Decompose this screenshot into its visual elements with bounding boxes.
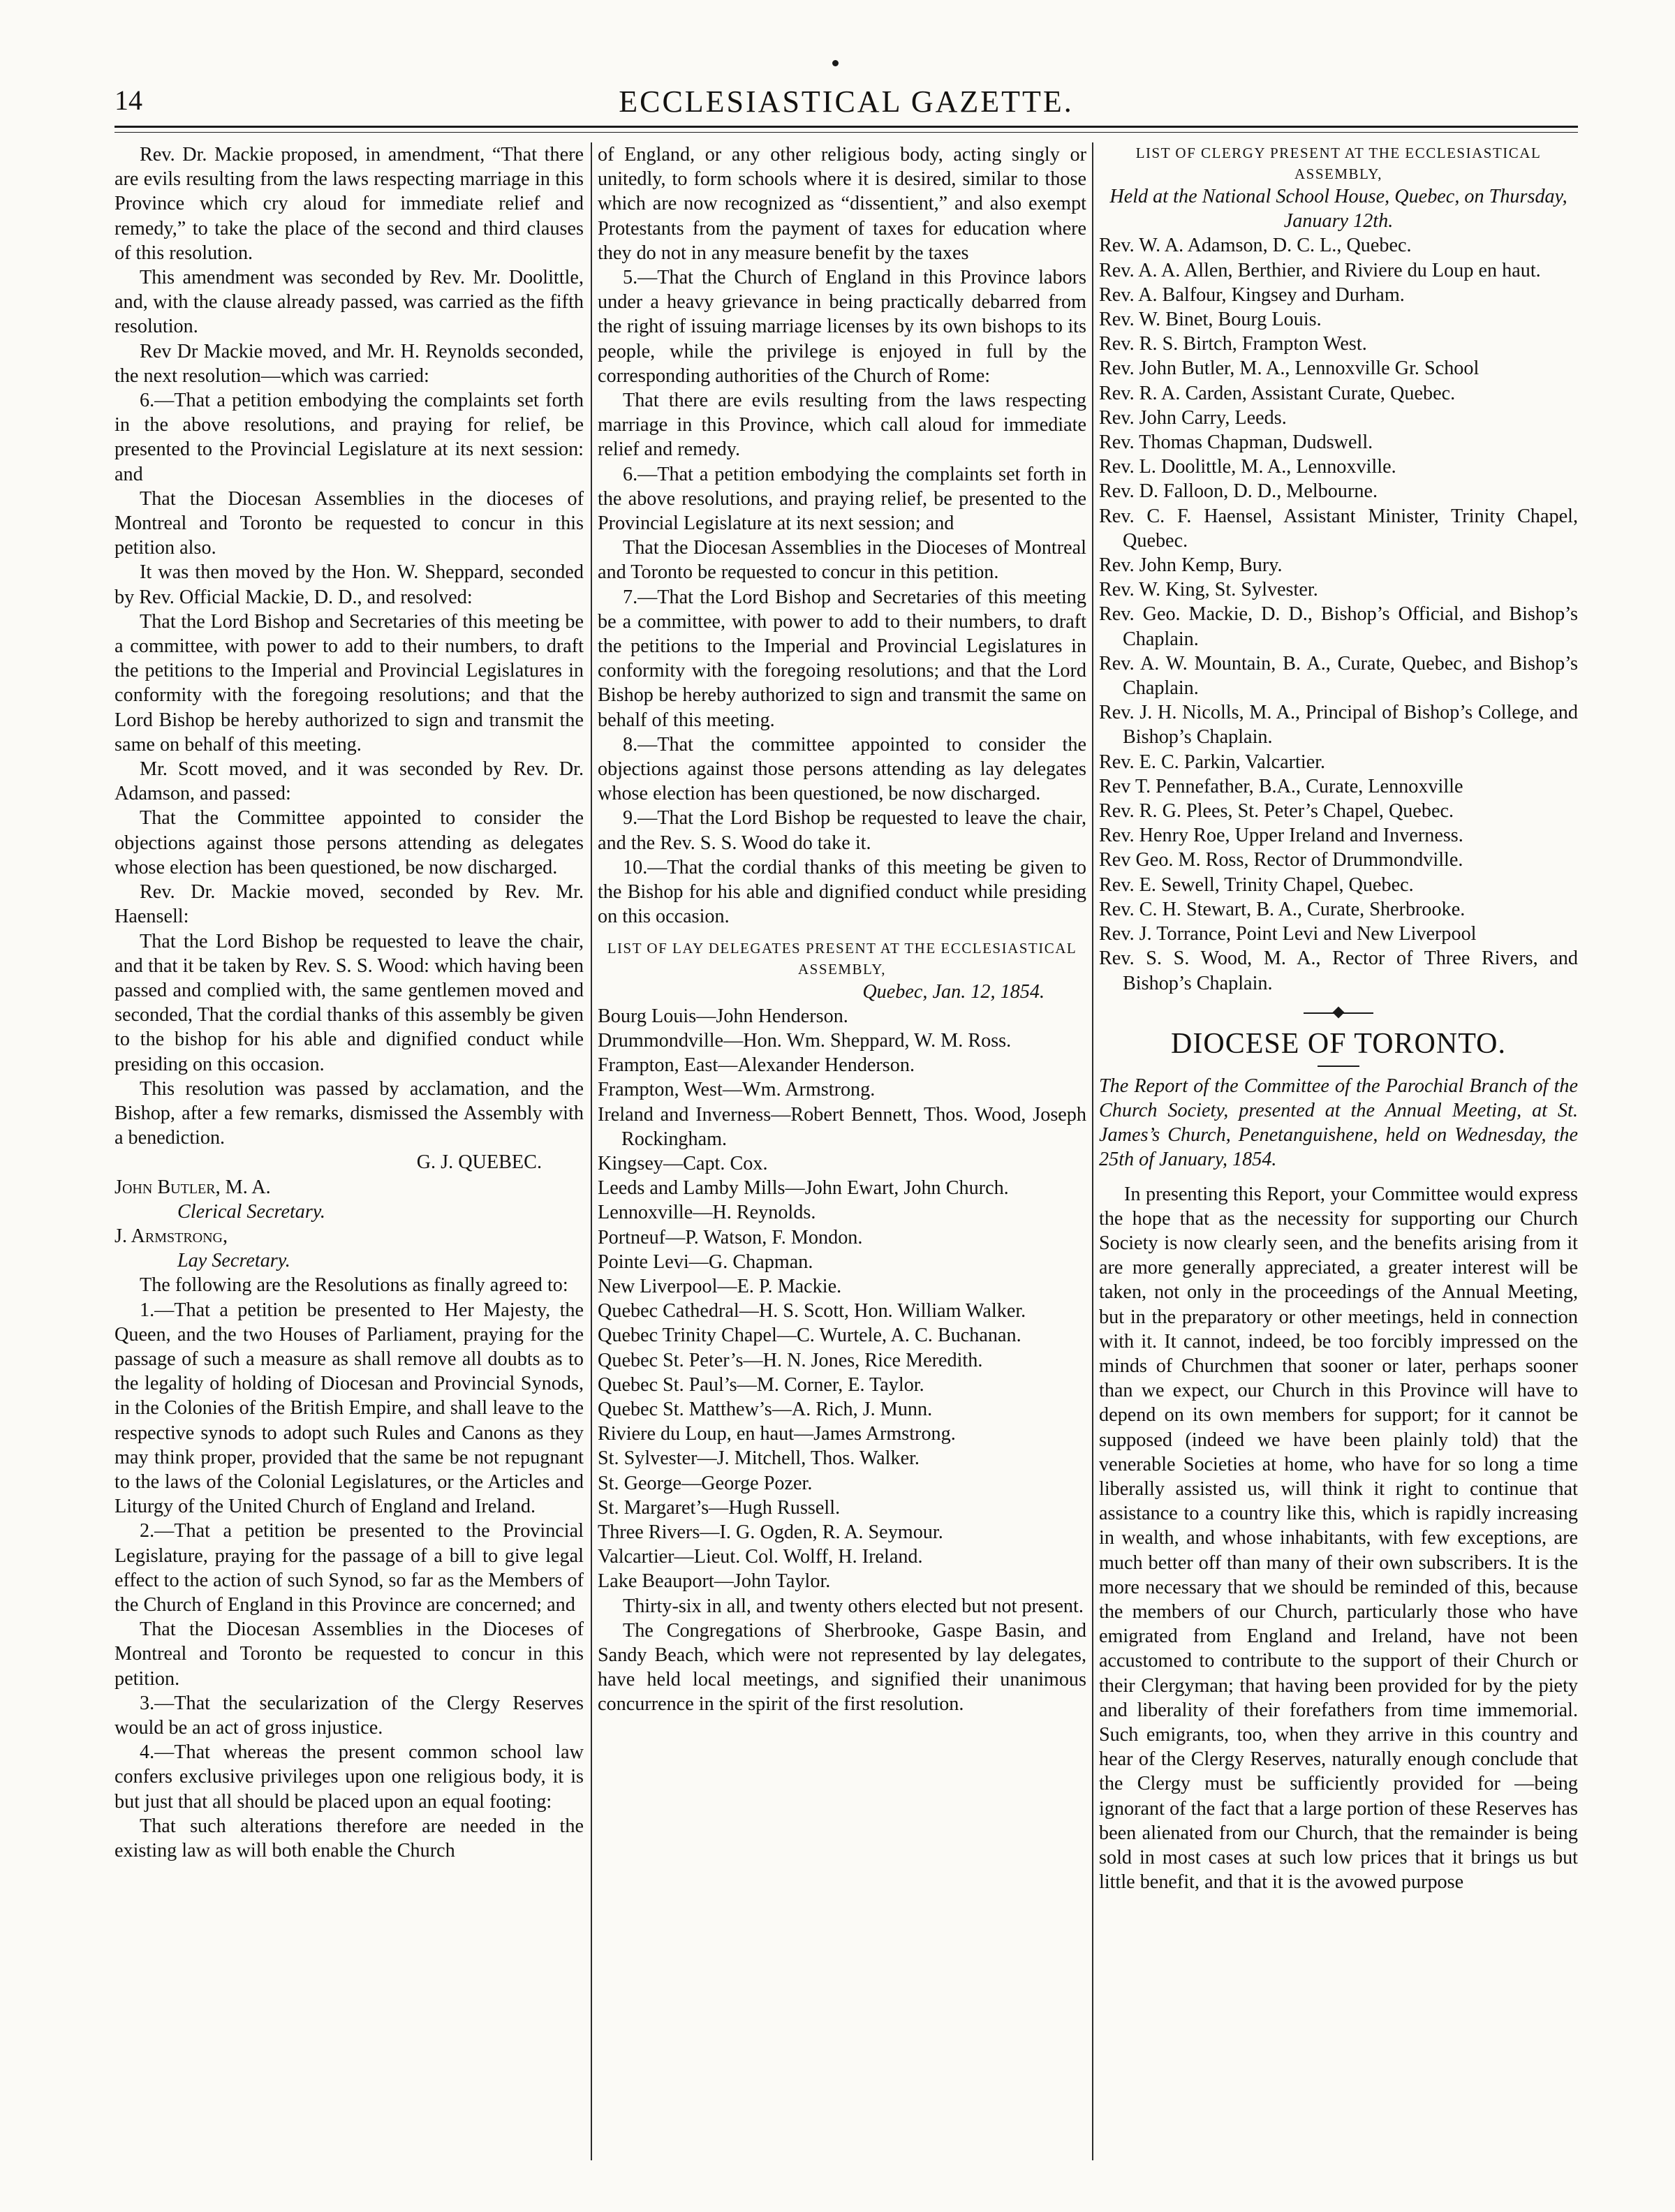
clerical-secretary-name: John Butler, M. A. xyxy=(115,1176,271,1198)
clergy-list xyxy=(1099,233,1578,995)
paragraph: That the Diocesan Assemblies in the dioceses of Montreal and Toronto be requested to concur in this petition also. xyxy=(115,487,584,559)
column-divider-1 xyxy=(591,142,592,2160)
column-2 xyxy=(598,142,1086,1717)
resolution-5: 5.—That the Church of England in this Province labors under a heavy grievance in being practically debarred from the right of issuing marriage licenses by its own bishops to its people, while the privilege is enjoyed in full by the corresponding authorities of the Church of Rome: xyxy=(598,267,1086,387)
list-item: Rev. W. Binet, Bourg Louis. xyxy=(1099,309,1322,331)
lay-delegates-list xyxy=(598,1004,1086,1594)
list-item: Lennoxville—H. Reynolds. xyxy=(598,1202,816,1224)
list-item: Quebec Cathedral—H. S. Scott, Hon. William Walker. xyxy=(598,1300,1026,1322)
masthead-title: ECCLESIASTICAL GAZETTE. xyxy=(619,84,1074,119)
list-item: Rev. Geo. Mackie, D. D., Bishop’s Official, and Bishop’s Chaplain. xyxy=(1099,603,1578,650)
list-item: Quebec Trinity Chapel—C. Wurtele, A. C. Buchanan. xyxy=(598,1325,1021,1347)
report-intro: The Report of the Committee of the Parochial Branch of the Church Society, presented at the Annual Meeting, at St. James’s Church, Penetanguishene, held on Wednesday, the 25th of January, 1854. xyxy=(1099,1075,1578,1171)
list-item: Rev. R. A. Carden, Assistant Curate, Quebec. xyxy=(1099,382,1456,404)
resolution-8: 8.—That the committee appointed to consider the objections against those persons attending as lay delegates whose election has been questioned, be now discharged. xyxy=(598,733,1086,805)
paragraph: of England, or any other religious body, acting singly or unitedly, to form schools where it is desired, similar to those which are now recognized as “dissentient,” and also exempt Protestants from the payment of taxes for education where they do not in any measure benefit by the taxes xyxy=(598,144,1086,264)
list-item: Rev. C. F. Haensel, Assistant Minister, Trinity Chapel, Quebec. xyxy=(1099,505,1578,552)
page-number: 14 xyxy=(115,84,142,116)
clergy-list-subheading: Held at the National School House, Quebec, on Thursday, January 12th. xyxy=(1109,186,1567,233)
paragraph: It was then moved by the Hon. W. Sheppard, seconded by Rev. Official Mackie, D. D., and resolved: xyxy=(115,561,584,608)
list-item: Rev. D. Falloon, D. D., Melbourne. xyxy=(1099,480,1378,503)
list-item: Bourg Louis—John Henderson. xyxy=(598,1005,848,1027)
list-item: St. Margaret’s—Hugh Russell. xyxy=(598,1496,841,1519)
paragraph: The following are the Resolutions as finally agreed to: xyxy=(140,1274,568,1297)
page-header xyxy=(115,84,1578,120)
list-item: Rev. E. C. Parkin, Valcartier. xyxy=(1099,751,1326,773)
list-item: Riviere du Loup, en haut—James Armstrong. xyxy=(598,1423,956,1445)
list-item: Portneuf—P. Watson, F. Mondon. xyxy=(598,1226,863,1248)
paragraph: This resolution was passed by acclamation, and the Bishop, after a few remarks, dismissed the Assembly with a benediction. xyxy=(115,1077,584,1149)
list-item: Rev. S. S. Wood, M. A., Rector of Three Rivers, and Bishop’s Chaplain. xyxy=(1099,948,1578,994)
list-item: Rev. C. H. Stewart, B. A., Curate, Sherbrooke. xyxy=(1099,898,1466,920)
signature-quebec: G. J. QUEBEC. xyxy=(416,1151,542,1174)
clerical-secretary-title: Clerical Secretary. xyxy=(177,1200,325,1223)
resolution-1: 1.—That a petition be presented to Her Majesty, the Queen, and the two Houses of Parliament, praying for the passage of such a measure as shall remove all doubts as to the legality of holding of Diocesan and Provincial Synods, in the Colonies of the British Empire, and shall leave to the respective synods to adopt such Rules and Canons as they may think proper, provided that the same be not repugnant to the laws of the Colonial Legislatures, or the Articles and Liturgy of the United Church of England and Ireland. xyxy=(115,1299,584,1518)
list-item: Pointe Levi—G. Chapman. xyxy=(598,1251,813,1273)
list-item: Lake Beauport—John Taylor. xyxy=(598,1570,831,1593)
list-item: Frampton, West—Wm. Armstrong. xyxy=(598,1079,876,1101)
list-item: St. Sylvester—J. Mitchell, Thos. Walker. xyxy=(598,1447,920,1470)
list-item: Rev. John Carry, Leeds. xyxy=(1099,406,1287,429)
column-1 xyxy=(115,142,584,1863)
resolution-9: 9.—That the Lord Bishop be requested to leave the chair, and the Rev. S. S. Wood do take it. xyxy=(598,807,1086,854)
list-item: Rev. R. S. Birtch, Frampton West. xyxy=(1099,333,1367,355)
paragraph: That the Committee appointed to consider the objections against those persons attending as delegates whose election has been questioned, be now discharged. xyxy=(115,807,584,878)
list-item: Three Rivers—I. G. Ogden, R. A. Seymour. xyxy=(598,1521,943,1543)
heading-rule xyxy=(1318,1066,1359,1067)
section-ornament xyxy=(1304,1005,1373,1021)
list-item: Rev. L. Doolittle, M. A., Lennoxville. xyxy=(1099,456,1396,478)
resolution-10: 10.—That the cordial thanks of this meeting be given to the Bishop for his able and dignified conduct while presiding on this occasion. xyxy=(598,856,1086,928)
paragraph: That there are evils resulting from the laws respecting marriage in this Province, which call aloud for immediate relief and remedy. xyxy=(598,390,1086,461)
section-heading: DIOCESE OF TORONTO. xyxy=(1171,1027,1506,1060)
lay-secretary-title: Lay Secretary. xyxy=(177,1250,290,1272)
list-item: Rev. E. Sewell, Trinity Chapel, Quebec. xyxy=(1099,873,1414,896)
resolution-6: 6.—That a petition embodying the complaints set forth in the above resolutions, and praying for relief, be presented to the Provincial Legislature at its next session: and xyxy=(115,390,584,485)
list-item: Rev. A. Balfour, Kingsey and Durham. xyxy=(1099,283,1405,306)
list-item: Rev. A. W. Mountain, B. A., Curate, Quebec, and Bishop’s Chaplain. xyxy=(1099,652,1578,700)
list-item: Quebec St. Matthew’s—A. Rich, J. Munn. xyxy=(598,1398,933,1420)
list-item: Leeds and Lamby Mills—John Ewart, John Church. xyxy=(598,1177,1009,1200)
resolution-7: 7.—That the Lord Bishop and Secretaries of this meeting be a committee, with power to add to their numbers, to draft the petitions to the Imperial and Provincial Legislatures in conformity with the foregoing resolutions; and that the Lord Bishop be hereby authorized to sign and transmit the same on behalf of this meeting. xyxy=(598,586,1086,731)
paragraph: That the Lord Bishop be requested to leave the chair, and that it be taken by Rev. S. S. Wood: which having been passed and complied with, the same gentlemen moved and seconded, That the cordial thanks of this assembly be given to the bishop for his able and dignified conduct while presiding on this occasion. xyxy=(115,930,584,1075)
header-rule-thick xyxy=(115,126,1578,128)
paragraph: This amendment was seconded by Rev. Mr. Doolittle, and, with the clause already passed, was carried as the fifth resolution. xyxy=(115,267,584,338)
list-item: St. George—George Pozer. xyxy=(598,1472,813,1494)
paragraph: That the Diocesan Assemblies in the Dioceses of Montreal and Toronto be requested to concur in this petition. xyxy=(115,1619,584,1690)
list-item: Valcartier—Lieut. Col. Wolff, H. Ireland. xyxy=(598,1546,923,1568)
list-item: Rev. Thomas Chapman, Dudswell. xyxy=(1099,432,1373,454)
column-3 xyxy=(1099,142,1578,1894)
paragraph: Mr. Scott moved, and it was seconded by Rev. Dr. Adamson, and passed: xyxy=(115,758,584,805)
list-item: Rev Geo. M. Ross, Rector of Drummondville. xyxy=(1099,849,1463,871)
column-divider-2 xyxy=(1092,142,1093,2160)
list-item: Kingsey—Capt. Cox. xyxy=(598,1152,768,1174)
paragraph: That the Lord Bishop and Secretaries of this meeting be a committee, with power to add to their numbers, to draft the petitions to the Imperial and Provincial Legislatures in conformity with the foregoing resolutions; and that the Lord Bishop be hereby authorized to sign and transmit the same on behalf of this meeting. xyxy=(115,610,584,755)
list-item: Rev. W. King, St. Sylvester. xyxy=(1099,579,1318,601)
paragraph: Rev Dr Mackie moved, and Mr. H. Reynolds seconded, the next resolution—which was carried: xyxy=(115,340,584,387)
list-item: Rev. Henry Roe, Upper Ireland and Inverness. xyxy=(1099,825,1463,847)
lay-secretary-name: J. Armstrong, xyxy=(115,1225,228,1247)
report-body: In presenting this Report, your Committee would express the hope that as the necessity for supporting our Church Society is now clearly seen, and the benefits arising from it are more generally appreciated, a greater interest will be taken, not only in the proceedings of the Annual Meeting, but in the preparatory or other meetings, held in connection with it. It cannot, indeed, be too forcibly impressed on the minds of Churchmen that sooner or later, perhaps sooner than we expect, our Church in this Province will have to depend on its own members for support; for it cannot be supposed (indeed we have been plainly told) that the venerable Societies at home, who have for so long a time liberally assisted us, will think it right to continue that assistance to a country like this, which is rapidly increasing in wealth, and whose inhabitants, with few exceptions, are much better off than many of their own subscribers. It is the more necessary that we should be reminded of this, because the members of our Church, particularly those who have emigrated from England and Ireland, have not been accustomed to contribute to the support of their Church or their Clergyman; that having been provided for by the piety and liberality of their forefathers from time immemorial. Such emigrants, too, when they arrive in this country and hear of the Clergy Reserves, naturally enough conclude that the Clergy must be sufficiently provided for —being ignorant of the fact that a large portion of these Reserves has been alienated from our Church, that the remainder is being sold in most cases at such low prices that it brings us but little benefit, and that it is the avowed purpose xyxy=(1099,1183,1578,1894)
list-item: Rev. John Butler, M. A., Lennoxville Gr. School xyxy=(1099,357,1480,380)
clergy-list-heading: LIST OF CLERGY PRESENT AT THE ECCLESIASTICAL ASSEMBLY, xyxy=(1135,145,1542,182)
paragraph: Thirty-six in all, and twenty others elected but not present. xyxy=(623,1595,1084,1617)
list-item: Rev. John Kemp, Bury. xyxy=(1099,554,1283,577)
paragraph: The Congregations of Sherbrooke, Gaspe Basin, and Sandy Beach, which were not represented by lay delegates, have held local meetings, and signified their unanimous concurrence in the spirit of the first resolution. xyxy=(598,1619,1086,1716)
list-item: Rev. J. Torrance, Point Levi and New Liverpool xyxy=(1099,923,1477,945)
list-item: Quebec St. Paul’s—M. Corner, E. Taylor. xyxy=(598,1373,924,1396)
paragraph: That the Diocesan Assemblies in the Dioceses of Montreal and Toronto be requested to concur in this petition. xyxy=(598,537,1086,584)
resolution-6: 6.—That a petition embodying the complaints set forth in the above resolutions, and praying relief, be presented to the Provincial Legislature at its next session; and xyxy=(598,463,1086,535)
list-item: Rev. J. H. Nicolls, M. A., Principal of Bishop’s College, and Bishop’s Chaplain. xyxy=(1099,702,1578,749)
list-item: Rev T. Pennefather, B.A., Curate, Lennoxville xyxy=(1099,775,1463,797)
list-item: Ireland and Inverness—Robert Bennett, Thos. Wood, Joseph Rockingham. xyxy=(598,1103,1086,1150)
resolution-2: 2.—That a petition be presented to the Provincial Legislature, praying for the passage of a bill to give legal effect to the action of such Synod, so far as the Members of the Church of England in this Province are concerned; and xyxy=(115,1520,584,1616)
lay-delegates-heading: LIST OF LAY DELEGATES PRESENT AT THE ECCLESIASTICAL ASSEMBLY, xyxy=(607,939,1077,978)
paragraph: That such alterations therefore are needed in the existing law as will both enable the Church xyxy=(115,1815,584,1862)
list-item: Quebec St. Peter’s—H. N. Jones, Rice Meredith. xyxy=(598,1349,983,1371)
list-item: Rev. R. G. Plees, St. Peter’s Chapel, Quebec. xyxy=(1099,800,1454,823)
resolution-4: 4.—That whereas the present common school law confers exclusive privileges upon one religious body, it is but just that all should be placed upon an equal footing: xyxy=(115,1741,584,1813)
list-item: New Liverpool—E. P. Mackie. xyxy=(598,1275,842,1297)
printer-dot xyxy=(832,60,839,66)
list-item: Frampton, East—Alexander Henderson. xyxy=(598,1054,915,1077)
header-rule-thin xyxy=(115,132,1578,133)
paragraph: Rev. Dr. Mackie moved, seconded by Rev. Mr. Haensell: xyxy=(115,881,584,928)
list-item: Rev. A. A. Allen, Berthier, and Riviere du Loup en haut. xyxy=(1099,259,1541,281)
resolution-3: 3.—That the secularization of the Clergy Reserves would be an act of gross injustice. xyxy=(115,1692,584,1739)
list-item: Drummondville—Hon. Wm. Sheppard, W. M. Ross. xyxy=(598,1029,1012,1052)
list-item: Rev. W. A. Adamson, D. C. L., Quebec. xyxy=(1099,235,1412,257)
lay-delegates-dateline: Quebec, Jan. 12, 1854. xyxy=(862,980,1045,1003)
paragraph: Rev. Dr. Mackie proposed, in amendment, “That there are evils resulting from the laws respecting marriage in this Province which cry aloud for immediate relief and remedy,” to take the place of the second and third clauses of this resolution. xyxy=(115,144,584,264)
